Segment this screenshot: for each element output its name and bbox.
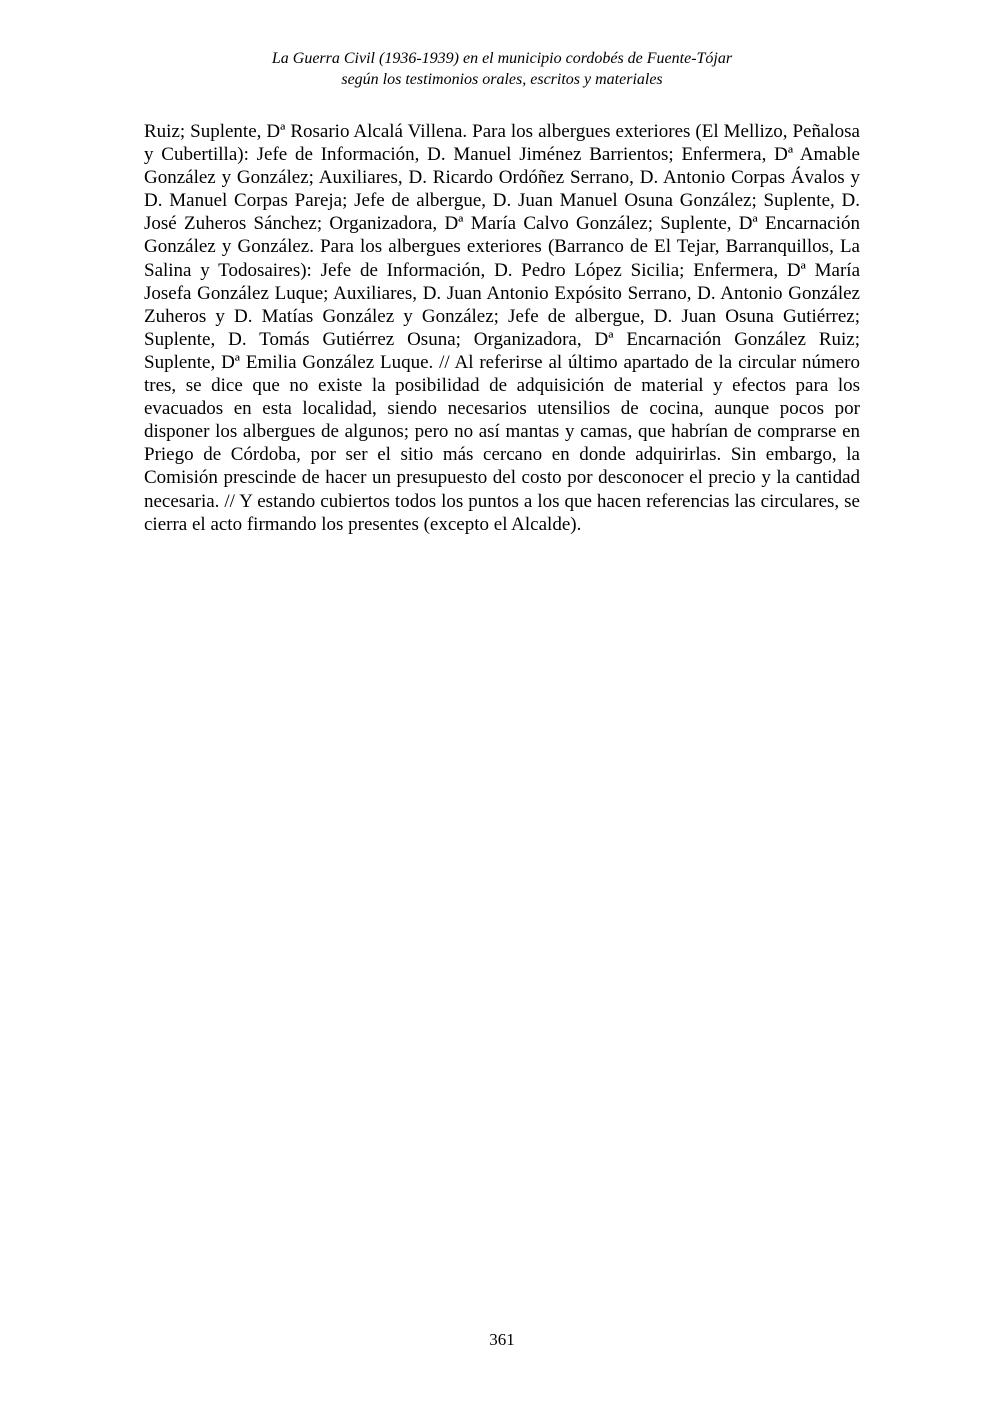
running-header: [0, 48, 1004, 90]
header-title-line-1: La Guerra Civil (1936-1939) en el municipio cordobés de Fuente-Tójar: [271, 50, 733, 67]
body-paragraph: Ruiz; Suplente, Dª Rosario Alcalá Villena. Para los albergues exteriores (El Mellizo, Peñalosa y Cubertilla): Jefe de Información, D. Manuel Jiménez Barrientos; Enfermera, Dª Amable González y González; Auxiliares, D. Ricardo Ordóñez Serrano, D. Antonio Corpas Ávalos y D. Manuel Corpas Pareja; Jefe de albergue, D. Juan Manuel Osuna González; Suplente, D. José Zuheros Sánchez; Organizadora, Dª María Calvo González; Suplente, Dª Encarnación González y González. Para los albergues exteriores (Barranco de El Tejar, Barranquillos, La Salina y Todosaires): Jefe de Información, D. Pedro López Sicilia; Enfermera, Dª María Josefa González Luque; Auxiliares, D. Juan Antonio Expósito Serrano, D. Antonio González Zuheros y D. Matías González y González; Jefe de albergue, D. Juan Osuna Gutiérrez; Suplente, D. Tomás Gutiérrez Osuna; Organizadora, Dª Encarnación González Ruiz; Suplente, Dª Emilia González Luque. // Al referirse al último apartado de la circular número tres, se dice que no existe la posibilidad de adquisición de material y efectos para los evacuados en esta localidad, siendo necesarios utensilios de cocina, aunque pocos por disponer los albergues de algunos; pero no así mantas y camas, que habrían de comprarse en Priego de Córdoba, por ser el sitio más cercano en donde adquirirlas. Sin embargo, la Comisión prescinde de hacer un presupuesto del costo por desconocer el precio y la cantidad necesaria. // Y estando cubiertos todos los puntos a los que hacen referencias las circulares, se cierra el acto firmando los presentes (excepto el Alcalde).: [144, 121, 860, 535]
header-title-line-2: según los testimonios orales, escritos y materiales: [341, 71, 663, 88]
page-number: 361: [489, 1330, 515, 1349]
